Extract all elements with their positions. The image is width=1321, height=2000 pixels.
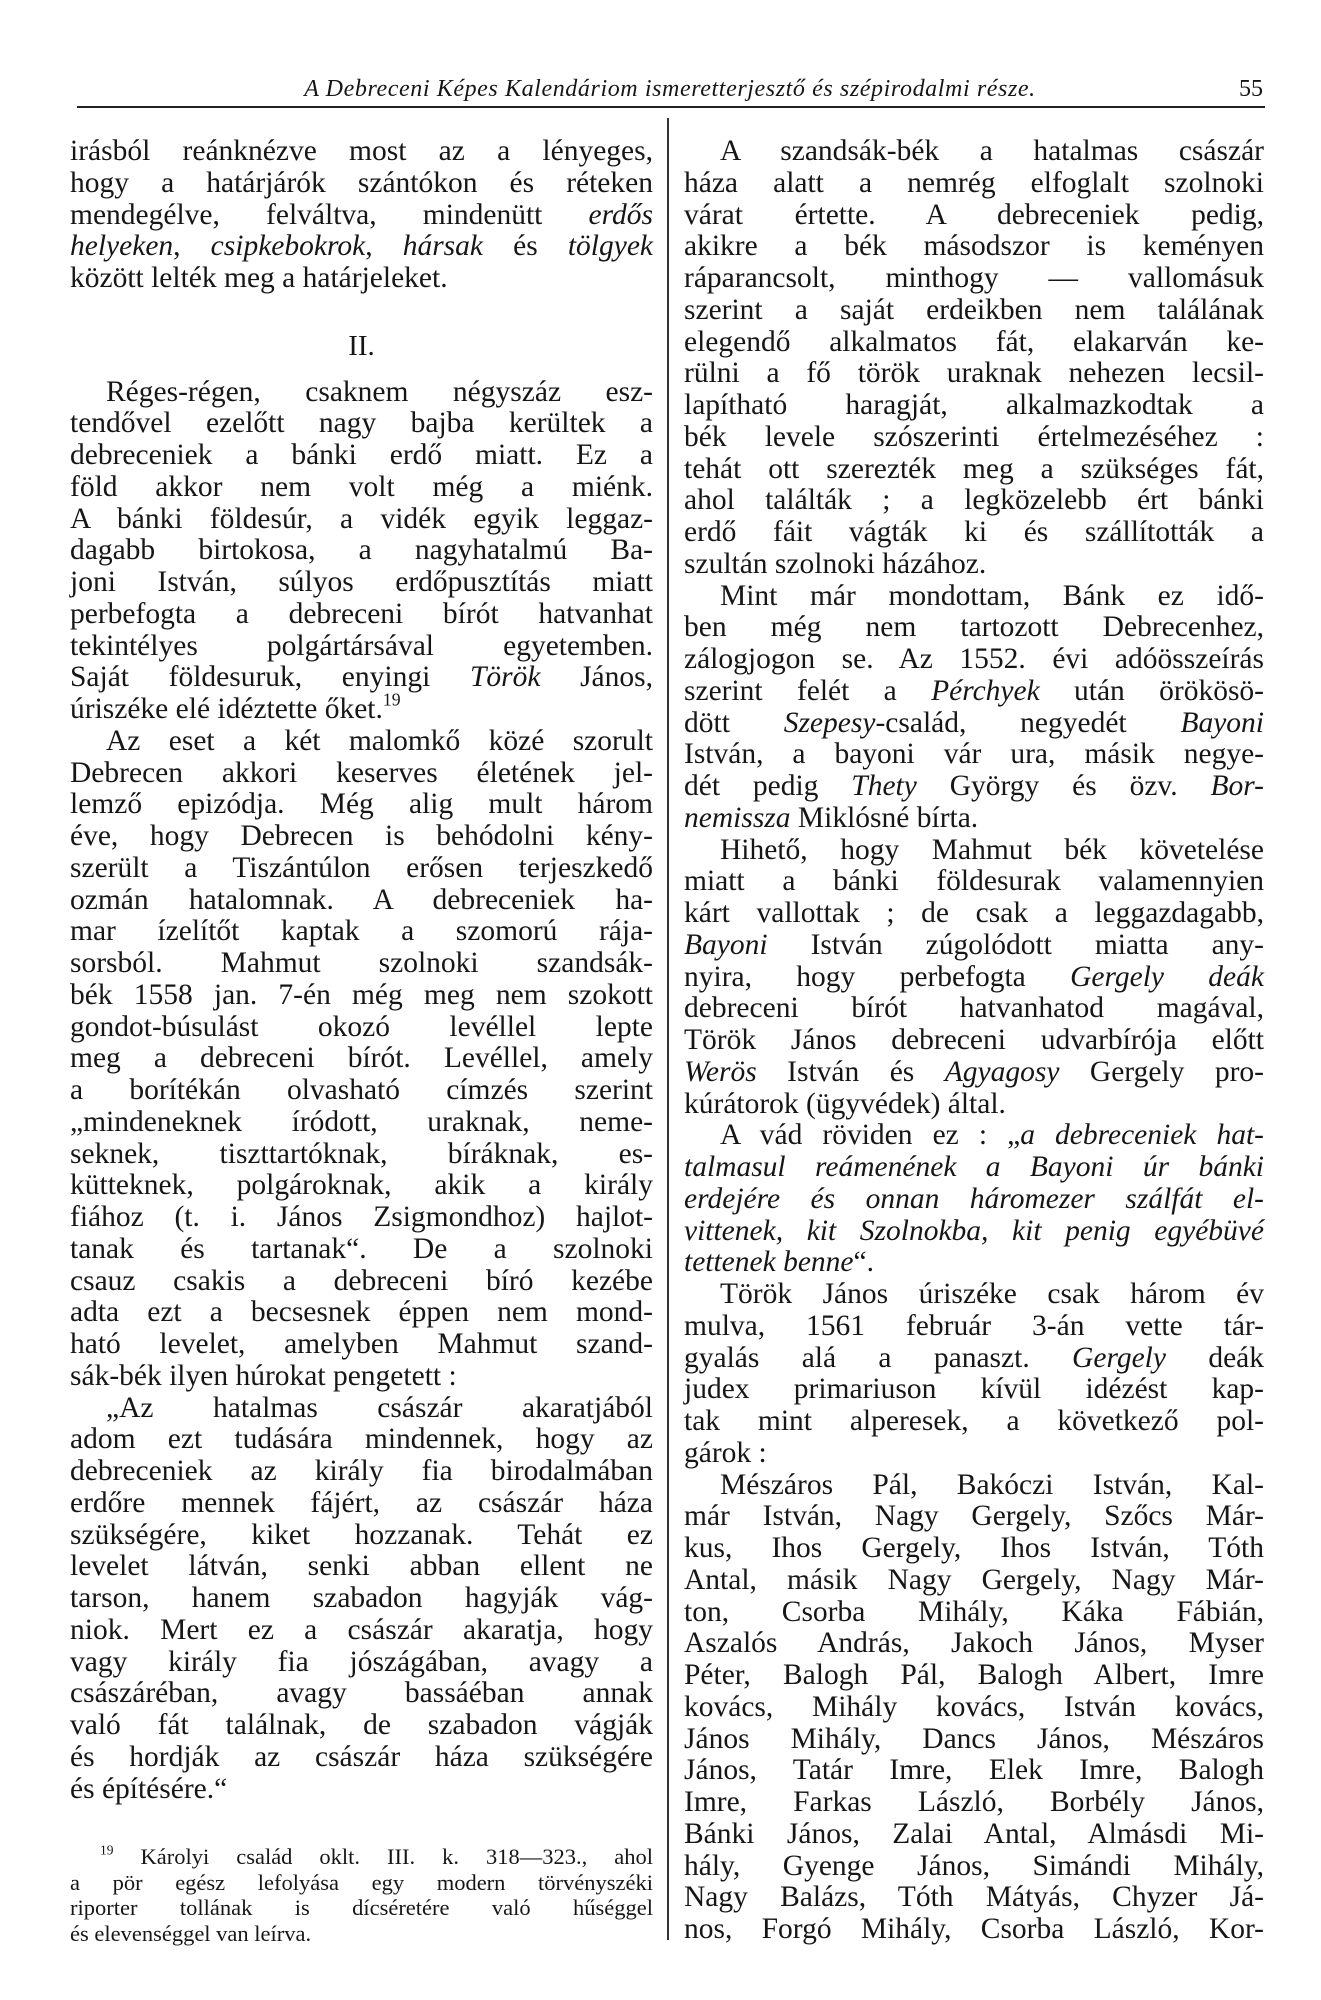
text-line: [684, 1914, 1264, 1946]
text-span: vagy király fia jószágában, avagy a: [70, 1645, 653, 1678]
text-line: [70, 789, 653, 821]
text-span: éve, hogy Debrecen is behódolni kény-: [70, 820, 653, 852]
text-line: [684, 295, 1264, 327]
text-span: debreceni bírót hatvanhatod magával,: [684, 992, 1264, 1025]
text-line: [70, 1615, 653, 1647]
italic-text: csipkebokrok: [210, 230, 366, 263]
text-line: [684, 1565, 1264, 1597]
text-span: szerült a Tiszántúlon erősen terjeszkedő: [70, 851, 653, 884]
text-span: tendővel ezelőtt nagy bajba kerültek a: [70, 407, 653, 440]
text-span: ,: [365, 230, 403, 263]
text-span: Hihető, hogy Mahmut bék követelése: [720, 833, 1264, 866]
text-line: [70, 1647, 653, 1679]
text-line: [70, 1012, 653, 1044]
text-span: János, Tatár Imre, Elek Imre, Balogh: [684, 1754, 1264, 1787]
text-span: István és: [756, 1055, 945, 1088]
text-span: csauz csakis a debreceni bíró kezébe: [70, 1264, 653, 1297]
text-span: seknek, tiszttartóknak, bíráknak, es-: [70, 1137, 653, 1170]
text-line: [684, 1089, 1264, 1121]
text-line: [684, 1660, 1264, 1692]
text-span: gárok :: [684, 1436, 767, 1469]
text-span: a pör egész lefolyása egy modern törvényszéki: [70, 1869, 653, 1895]
text-span: meg a debreceni bírót. Levéllel, amely: [70, 1042, 653, 1075]
text-span: debreceniek a bánki erdő miatt. Ez a: [70, 439, 653, 471]
italic-text: nemissza: [684, 801, 791, 834]
text-span: kus, Ihos Gergely, Ihos István, Tóth: [684, 1532, 1264, 1564]
text-span: a borítékán olvasható címzés szerint: [70, 1074, 653, 1106]
text-line: [70, 1075, 653, 1107]
text-span: Török János úriszéke csak három év: [720, 1278, 1264, 1310]
text-span: föld akkor nem volt még a miénk.: [70, 470, 653, 503]
italic-text: Bor-: [1210, 770, 1264, 802]
text-line: [684, 1755, 1264, 1787]
text-span: és építésére.“: [70, 1772, 228, 1805]
text-line: [70, 1844, 653, 1870]
text-span: György és özv.: [916, 770, 1211, 802]
text-line: [684, 1628, 1264, 1660]
text-line: [684, 644, 1264, 676]
text-line: [684, 771, 1264, 803]
italic-text: erdejére és onnan háromezer szálfát el-: [684, 1182, 1264, 1215]
text-line: [684, 898, 1264, 930]
text-span: hály, Gyenge János, Simándi Mihály,: [684, 1849, 1264, 1882]
text-line: [70, 948, 653, 980]
text-line: [684, 803, 1264, 835]
text-span: lemző epizódja. Még alig mult három: [70, 788, 653, 821]
text-line: [70, 1107, 653, 1139]
text-line: [684, 581, 1264, 613]
text-span: tekintélyes polgártársával egyetemben.: [70, 629, 653, 662]
paragraph: [684, 1120, 1264, 1279]
text-span: nos, Forgó Mihály, Csorba László, Kor-: [684, 1913, 1264, 1945]
left-column: [70, 136, 653, 1805]
text-line: [684, 1819, 1264, 1851]
text-line: [684, 549, 1264, 581]
header-rule: [77, 106, 1265, 108]
text-line: [684, 930, 1264, 962]
text-span: szerint a saját erdeikben nem találának: [684, 293, 1264, 326]
text-line: [70, 1424, 653, 1456]
text-line: [684, 231, 1264, 263]
text-span: judex primariuson kívül idézést kap-: [684, 1373, 1264, 1406]
page-number: 55: [1239, 76, 1263, 102]
text-span: ben még nem tartozott Debrecenhez,: [684, 611, 1264, 644]
text-span: adom ezt tudására mindennek, hogy az: [70, 1423, 653, 1456]
text-line: [70, 599, 653, 631]
text-line: [684, 390, 1264, 422]
text-span: ható levelet, amelyben Mahmut szand-: [70, 1328, 653, 1360]
text-span: szerint felét a: [684, 674, 932, 707]
text-span: riporter tollának is dícséretére való hűséggel: [70, 1895, 653, 1920]
italic-text: Bayoni: [1180, 706, 1264, 739]
text-span: bék levele szószerinti értelmezéséhez :: [684, 420, 1264, 453]
italic-text: tölgyek: [567, 230, 654, 263]
text-line: [70, 440, 653, 472]
text-line: [70, 1297, 653, 1329]
footnote: [70, 1844, 653, 1946]
text-span: levelet látván, senki abban ellent ne: [70, 1550, 653, 1583]
text-line: [70, 472, 653, 504]
text-line: [684, 1311, 1264, 1343]
text-line: [70, 1361, 653, 1393]
right-column: [684, 136, 1264, 1946]
italic-text: Török: [469, 661, 541, 694]
column-divider: [667, 118, 669, 1940]
text-span: gondot-búsulást okozó levéllel lepte: [70, 1010, 653, 1043]
text-span: dött: [684, 706, 784, 739]
text-span: erdőre mennek fájért, az császár háza: [70, 1486, 653, 1519]
footnote-marker: 19: [382, 689, 401, 710]
text-line: [684, 1343, 1264, 1375]
italic-text: Thety: [851, 770, 917, 802]
text-line: [70, 1520, 653, 1552]
text-line: [70, 200, 653, 232]
text-line: [684, 1247, 1264, 1279]
text-span: bék 1558 jan. 7-én még meg nem szokott: [70, 978, 653, 1011]
text-span: miatt a bánki földesurak valamennyien: [684, 865, 1264, 898]
text-line: [684, 1724, 1264, 1756]
paragraph: [684, 1470, 1264, 1946]
text-span: Mint már mondottam, Bánk ez idő-: [720, 579, 1264, 612]
text-line: [70, 168, 653, 200]
text-line: [684, 200, 1264, 232]
text-line: [684, 962, 1264, 994]
text-span: és elevenséggel van leírva.: [70, 1920, 312, 1946]
text-span: szükségére, kiket hozzanak. Tehát ez: [70, 1518, 653, 1551]
text-line: [684, 454, 1264, 486]
text-line: [70, 980, 653, 1012]
text-line: [684, 739, 1264, 771]
text-line: [684, 1597, 1264, 1629]
text-line: [684, 1216, 1264, 1248]
text-span: nyira, hogy perbefogta: [684, 960, 1071, 993]
text-span: kúrátorok (ügyvédek) által.: [684, 1087, 1006, 1120]
paragraph: [70, 377, 653, 726]
text-span: “.: [853, 1246, 874, 1279]
text-span: hogy a határjárók szántókon és réteken: [70, 166, 653, 199]
text-line: [70, 1551, 653, 1583]
text-span: után örökösö-: [1039, 674, 1264, 707]
text-span: között lelték meg a határjeleket.: [70, 262, 448, 294]
text-span: Aszalós András, Jakoch János, Myser: [684, 1627, 1264, 1660]
text-span: tehát ott szerezték meg a szükséges fát,: [684, 452, 1264, 485]
text-span: Imre, Farkas László, Borbély János,: [684, 1786, 1264, 1818]
text-line: [70, 726, 653, 758]
text-line: [684, 422, 1264, 454]
italic-text: helyeken: [70, 230, 174, 263]
text-span: sorsból. Mahmut szolnoki szandsák-: [70, 947, 653, 979]
text-line: [684, 1279, 1264, 1311]
text-span: úriszéke elé idéztette őket.: [70, 693, 383, 725]
italic-text: tettenek benne: [684, 1246, 854, 1279]
text-line: [70, 1710, 653, 1742]
text-line: [684, 1438, 1264, 1470]
text-span: való fát találnak, de szabadon vágják: [70, 1709, 653, 1741]
text-line: [684, 1787, 1264, 1819]
paragraph: [684, 835, 1264, 1121]
text-span: deák: [1165, 1341, 1264, 1374]
text-span: Saját földesuruk, enyingi: [70, 661, 470, 694]
text-line: [70, 631, 653, 663]
italic-text: erdős: [588, 198, 653, 231]
text-span: mendegélve, felváltva, mindenütt: [70, 198, 589, 231]
text-span: adta ezt a becsesnek éppen nem mond-: [70, 1296, 653, 1329]
text-span: zálogjogon se. Az 1552. évi adóösszeírás: [684, 643, 1264, 675]
text-line: [684, 1882, 1264, 1914]
text-span: „Az hatalmas császár akaratjából: [106, 1391, 653, 1424]
text-span: Török János debreceni udvarbírója előtt: [684, 1024, 1264, 1056]
text-span: és: [483, 230, 568, 263]
text-span: ,: [173, 230, 211, 263]
italic-text: Agyagosy: [944, 1055, 1060, 1088]
paragraph: [684, 581, 1264, 835]
text-line: [684, 358, 1264, 390]
text-span: és hordják az császár háza szükségére: [70, 1740, 653, 1773]
text-span: császáréban, avagy bassáéban annak: [70, 1677, 653, 1710]
text-span: Gergely pro-: [1059, 1055, 1264, 1088]
text-line: [684, 168, 1264, 200]
text-line: [70, 885, 653, 917]
text-span: debreceniek az király fia birodalmában: [70, 1455, 653, 1487]
italic-text: Szepesy: [783, 706, 876, 739]
italic-text: Gergely: [1072, 1341, 1166, 1374]
text-line: [684, 263, 1264, 295]
text-span: tak mint alperesek, a következő pol-: [684, 1405, 1264, 1437]
text-span: sák-bék ilyen húrokat pengetett :: [70, 1359, 457, 1392]
text-line: [70, 1393, 653, 1425]
text-span: Mészáros Pál, Bakóczi István, Kal-: [720, 1468, 1264, 1501]
text-span: Az eset a két malomkő közé szorult: [106, 724, 653, 757]
text-span: A bánki földesúr, a vidék egyik leggaz-: [70, 502, 653, 535]
text-span: Réges-régen, csaknem négyszáz esz-: [106, 375, 653, 408]
text-line: [684, 136, 1264, 168]
text-span: István zúgolódott miatta any-: [767, 928, 1264, 961]
text-line: [684, 1152, 1264, 1184]
text-line: [70, 1774, 653, 1806]
text-span: A vád röviden ez : „: [720, 1119, 1021, 1152]
text-span: dét pedig: [684, 770, 852, 802]
text-line: [70, 1139, 653, 1171]
text-span: kütteknek, polgároknak, akik a király: [70, 1169, 653, 1202]
italic-text: vittenek, kit Szolnokba, kit penig egyébüvé: [684, 1214, 1264, 1247]
italic-text: Gergely deák: [1070, 960, 1264, 993]
text-line: [70, 1742, 653, 1774]
text-span: ton, Csorba Mihály, Káka Fábián,: [684, 1595, 1264, 1628]
text-line: [70, 1043, 653, 1075]
text-span: „mindeneknek íródott, uraknak, neme-: [70, 1105, 653, 1138]
text-line: [70, 1870, 653, 1896]
footnote-marker: 19: [100, 1842, 114, 1858]
text-span: elegendő alkalmatos fát, elakarván ke-: [684, 325, 1264, 358]
text-line: [70, 408, 653, 440]
italic-text: hársak: [402, 230, 484, 263]
text-line: [70, 1488, 653, 1520]
intro-paragraph: [70, 136, 653, 295]
text-line: [70, 916, 653, 948]
text-span: rülni a fő török uraknak nehezen lecsil-: [684, 357, 1264, 390]
text-span: ahol találták ; a legközelebb ért bánki: [684, 484, 1264, 517]
text-line: [684, 1851, 1264, 1883]
text-line: [70, 1456, 653, 1488]
text-line: [684, 1533, 1264, 1565]
text-span: A szandsák-bék a hatalmas császár: [720, 135, 1264, 167]
text-span: János,: [540, 661, 653, 694]
text-span: lapítható haragját, alkalmazkodtak a: [684, 389, 1264, 421]
text-span: gyalás alá a panaszt.: [684, 1341, 1073, 1374]
text-line: [70, 1329, 653, 1361]
text-span: tarson, hanem szabadon hagyják vág-: [70, 1582, 653, 1614]
text-line: [684, 1057, 1264, 1089]
text-line: [684, 676, 1264, 708]
section-heading: II.: [348, 329, 375, 362]
text-line: [70, 567, 653, 599]
text-span: Péter, Balogh Pál, Balogh Albert, Imre: [684, 1659, 1264, 1691]
text-span: -család, negyedét: [875, 706, 1181, 739]
text-line: [684, 1374, 1264, 1406]
running-header: [77, 74, 1265, 106]
text-span: akikre a bék másodszor is keményen: [684, 230, 1264, 263]
text-line: [684, 1120, 1264, 1152]
text-line: [684, 485, 1264, 517]
text-span: szultán szolnoki házához.: [684, 547, 987, 580]
text-span: Debrecen akkori keserves életének jel-: [70, 756, 653, 789]
text-span: ráparancsolt, minthogy — vallomásuk: [684, 262, 1264, 294]
text-span: perbefogta a debreceni bírót hatvanhat: [70, 597, 653, 630]
text-line: [70, 1202, 653, 1234]
text-line: [684, 866, 1264, 898]
text-span: kovács, Mihály kovács, István kovács,: [684, 1690, 1264, 1723]
text-line: [70, 231, 653, 263]
text-span: János Mihály, Dancs János, Mészáros: [684, 1722, 1264, 1755]
text-span: niok. Mert ez a császár akaratja, hogy: [70, 1613, 653, 1646]
text-span: István, a bayoni vár ura, másik negye-: [684, 738, 1264, 771]
text-span: Miklósné bírta.: [790, 801, 979, 834]
text-line: [684, 993, 1264, 1025]
text-line: [684, 612, 1264, 644]
text-line: [684, 1184, 1264, 1216]
text-span: háza alatt a nemrég elfoglalt szolnoki: [684, 166, 1264, 199]
text-line: [70, 1921, 653, 1947]
text-span: ozmán hatalomnak. A debreceniek ha-: [70, 883, 653, 916]
text-span: Bánki János, Zalai Antal, Almásdi Mi-: [684, 1817, 1264, 1850]
text-line: [70, 662, 653, 694]
left-paragraphs: [70, 377, 653, 1806]
text-span: Nagy Balázs, Tóth Mátyás, Chyzer Já-: [684, 1881, 1264, 1914]
text-line: [684, 1470, 1264, 1502]
italic-text: Bayoni: [684, 928, 768, 961]
text-line: [70, 1234, 653, 1266]
text-line: [70, 1678, 653, 1710]
text-span: joni István, súlyos erdőpusztítás miatt: [70, 566, 653, 598]
text-line: [70, 1170, 653, 1202]
text-line: [684, 1692, 1264, 1724]
text-line: [70, 689, 653, 726]
text-span: várat értette. A debreceniek pedig,: [684, 198, 1264, 231]
text-span: már István, Nagy Gergely, Szőcs Már-: [684, 1500, 1264, 1533]
text-span: fiához (t. i. János Zsigmondhoz) hajlot-: [70, 1201, 653, 1233]
text-line: [70, 821, 653, 853]
text-line: [70, 853, 653, 885]
text-line: [684, 327, 1264, 359]
text-line: [70, 1266, 653, 1298]
italic-text: a debreceniek hat-: [1020, 1119, 1264, 1152]
italic-text: talmasul reámenének a Bayoni úr bánki: [684, 1151, 1264, 1183]
text-line: [70, 136, 653, 168]
text-line: [684, 1025, 1264, 1057]
text-line: [684, 835, 1264, 867]
text-span: dagabb birtokosa, a nagyhatalmú Ba-: [70, 534, 653, 567]
running-header-title: A Debreceni Képes Kalendáriom ismeretterjesztő és szépirodalmi része.: [304, 76, 1036, 102]
text-line: [70, 1895, 653, 1921]
italic-text: Pérchyek: [931, 674, 1040, 707]
text-line: [684, 708, 1264, 740]
text-line: [70, 758, 653, 790]
text-line: [684, 517, 1264, 549]
text-span: Károlyi család oklt. III. k. 318—323., ahol: [113, 1844, 653, 1869]
text-span: tanak és tartanak“. De a szolnoki: [70, 1232, 653, 1265]
text-line: [70, 377, 653, 409]
text-span: irásból reánknézve most az a lényeges,: [70, 135, 653, 167]
paragraph: [70, 1393, 653, 1806]
text-line: [684, 1501, 1264, 1533]
text-span: mar ízelítőt kaptak a szomorú rája-: [70, 915, 653, 948]
text-span: mulva, 1561 február 3-án vette tár-: [684, 1309, 1264, 1342]
text-line: [70, 535, 653, 567]
paragraph: [70, 726, 653, 1393]
text-line: [70, 504, 653, 536]
paragraph: [684, 136, 1264, 581]
text-line: [684, 1406, 1264, 1438]
text-line: [70, 1583, 653, 1615]
text-line: [70, 263, 653, 295]
paragraph: [684, 1279, 1264, 1470]
text-span: erdő fáit vágták ki és szállították a: [684, 516, 1264, 548]
italic-text: Werös: [684, 1055, 757, 1088]
text-span: Antal, másik Nagy Gergely, Nagy Már-: [684, 1563, 1264, 1596]
text-span: kárt vallottak ; de csak a leggazdagabb,: [684, 897, 1264, 929]
